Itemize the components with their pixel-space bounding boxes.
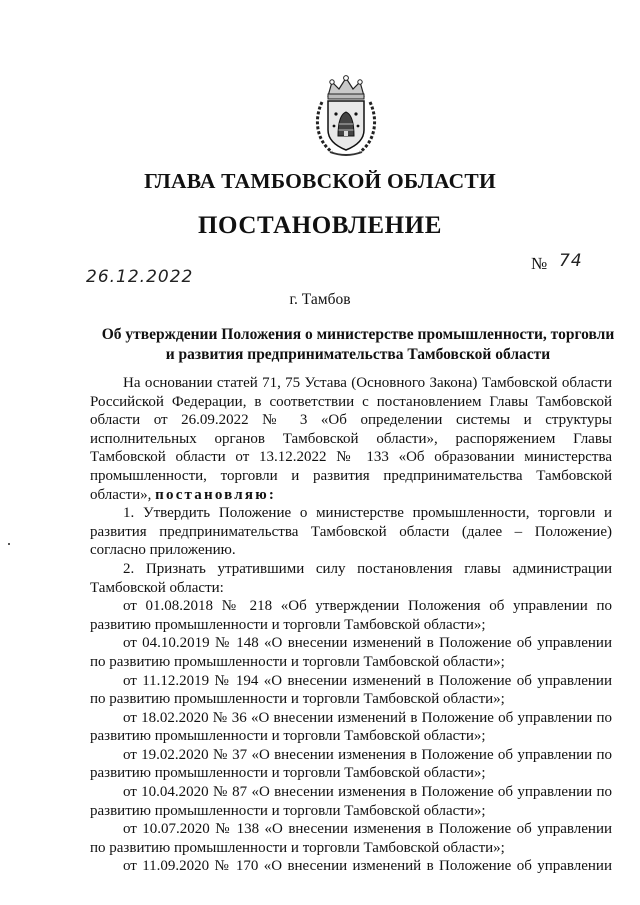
scan-mark <box>8 543 10 545</box>
point-1: 1. Утвердить Положение о министерстве промышленности, торговли и развития предпринимательства Тамбовской области (далее – Положение) согласно приложению. <box>90 505 612 559</box>
repealed-item: от 19.02.2020 № 37 «О внесении изменения в Положение об управлении по развитию промышленности и торговли Тамбовской области»; <box>90 746 612 782</box>
repealed-item: от 11.09.2020 № 170 «О внесении изменений в Положение об управлении <box>123 858 612 875</box>
document-date: 26.12.2022 <box>86 267 194 287</box>
decree-word: постановляю: <box>155 486 277 503</box>
repealed-item: от 18.02.2020 № 36 «О внесении изменений в Положение об управлении по развитию промышленности и торговли Тамбовской области»; <box>90 709 612 745</box>
document-subject: Об утверждении Положения о министерстве промышленности, торговли и развития предпринимательства Тамбовской области <box>101 326 615 363</box>
document-type-title: ПОСТАНОВЛЕНИЕ <box>197 212 443 239</box>
document-number: 74 <box>559 251 583 271</box>
repealed-item: от 01.08.2018 № 218 «Об утверждении Положения об управлении по развитию промышленности и торговли Тамбовской области»; <box>90 598 612 633</box>
point-2: 2. Признать утратившими силу постановления главы администрации Тамбовской области: <box>90 560 612 596</box>
repealed-item: от 04.10.2019 № 148 «О внесении изменений в Положение об управлении по развитию промышленности и торговли Тамбовской области»; <box>90 635 612 670</box>
document-body <box>90 374 612 876</box>
document-number-label: № <box>531 254 548 273</box>
repealed-item: от 11.12.2019 № 194 «О внесении изменений в Положение об управлении по развитию промышленности и торговли Тамбовской области»; <box>90 672 612 708</box>
coat-of-arms-emblem <box>312 74 380 158</box>
repealed-item: от 10.07.2020 № 138 «О внесении изменения в Положение об управлении по развитию промышленности и торговли Тамбовской области»; <box>90 821 612 856</box>
repealed-item: от 10.04.2020 № 87 «О внесении изменения в Положение об управлении по развитию промышленности и торговли Тамбовской области»; <box>90 784 612 819</box>
preamble-text: На основании статей 71, 75 Устава (Основного Закона) Тамбовской области Российской Федерации, в соответствии с постановлением Главы Тамбовской области от 26.09.2022 № 3 «Об определении системы и структуры исполнительных органов Тамбовской области», распоряжением Главы Тамбовской области от 13.12.2022 № 133 «Об образовании министерства промышленности, торговли и развития предпринимательства Тамбовской области», <box>90 375 612 503</box>
preamble-paragraph <box>90 374 612 504</box>
document-city: г. Тамбов <box>289 291 351 308</box>
issuing-authority: ГЛАВА ТАМБОВСКОЙ ОБЛАСТИ <box>144 169 496 193</box>
